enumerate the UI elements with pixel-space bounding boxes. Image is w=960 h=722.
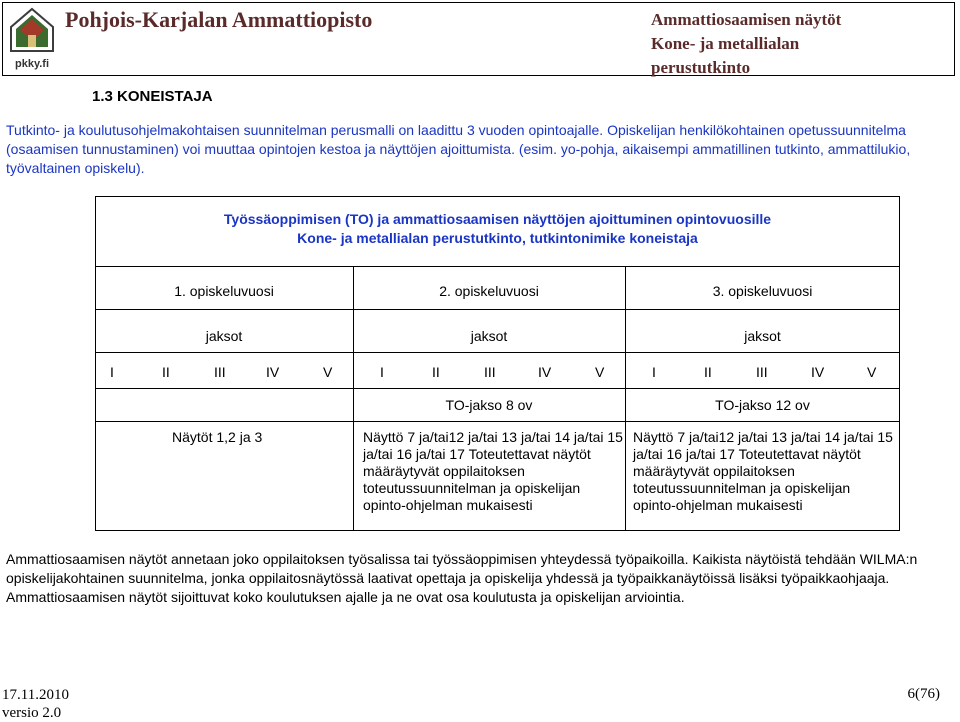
period-label: I — [652, 364, 656, 380]
period-label: IV — [538, 364, 552, 380]
table-rule — [95, 309, 900, 310]
table-rule — [95, 352, 900, 353]
footer-paragraph: Ammattiosaamisen näytöt annetaan joko oppilaitoksen työsalissa tai työssäoppimisen yhteydessä työpaikoilla. Kaikista näytöistä tehdään WILMA:n opiskelijakohtainen suunnitelma, jonka oppilaitosnäytössä laativat opettaja ja opiskelija yhdessä ja työpaikkanäytöissä lisäksi työpaikkaohjaaja. Ammattiosaamisen näytöt sijoittuvat koko koulutuksen ajalle ja ne ovat osa koulutusta ja opiskelijan arviointia. — [6, 551, 918, 605]
period-label: III — [214, 364, 226, 380]
jaksot-label: jaksot — [205, 328, 243, 344]
table-rule — [95, 388, 900, 389]
org-name: Pohjois-Karjalan Ammattiopisto — [65, 7, 373, 32]
period-label: V — [867, 364, 877, 380]
schedule-table — [95, 196, 900, 531]
period-label: I — [110, 364, 114, 380]
naytot-year3: Näyttö 7 ja/tai12 ja/tai 13 ja/tai 14 ja/tai 15 ja/tai 16 ja/tai 17 Toteutettavat näytöt määräytyvät oppilaitoksen toteutussuunnitelman ja opiskelijan opinto-ohjelman mukaisesti — [633, 429, 893, 513]
doc-title — [651, 8, 951, 80]
period-label: II — [162, 364, 170, 380]
jaksot-label: jaksot — [744, 328, 781, 344]
table-rule — [95, 266, 900, 267]
period-label: IV — [811, 364, 825, 380]
to-period-year3: TO-jakso 12 ov — [715, 397, 810, 413]
period-label: IV — [266, 364, 280, 380]
pkky-logo — [9, 7, 55, 73]
footer-date: 17.11.2010 — [2, 687, 69, 703]
year-header-3: 3. opiskeluvuosi — [712, 283, 813, 299]
jaksot-label: jaksot — [470, 328, 508, 344]
period-label: III — [484, 364, 496, 380]
doc-title-line: Kone- ja metallialan — [651, 34, 800, 53]
table-title — [95, 210, 900, 248]
period-label: II — [432, 364, 440, 380]
table-rule — [95, 421, 900, 422]
page-header — [2, 2, 955, 76]
year-header-1: 1. opiskeluvuosi — [174, 283, 274, 299]
year-header-2: 2. opiskeluvuosi — [439, 283, 539, 299]
naytot-year1: Näytöt 1,2 ja 3 — [172, 429, 263, 445]
table-title-line: Työssäoppimisen (TO) ja ammattiosaamisen näyttöjen ajoittuminen opintovuosille — [223, 211, 772, 227]
period-label: V — [323, 364, 333, 380]
doc-title-line: Ammattiosaamisen näytöt — [651, 10, 842, 29]
period-label: I — [380, 364, 384, 380]
to-period-year2: TO-jakso 8 ov — [445, 397, 533, 413]
doc-title-line: perustutkinto — [651, 58, 751, 77]
section-title: 1.3 KONEISTAJA — [92, 88, 213, 105]
page-number: 6(76) — [907, 686, 940, 702]
table-title-line: Kone- ja metallialan perustutkinto, tutkintonimike koneistaja — [297, 230, 698, 246]
intro-paragraph: Tutkinto- ja koulutusohjelmakohtaisen suunnitelman perusmalli on laadittu 3 vuoden opintoajalle. Opiskelijan henkilökohtainen opetussuunnitelma (osaamisen tunnustaminen) voi muuttaa opintojen kestoa ja näyttöjen ajoittumista. (esim. yo-pohja, aikaisempi ammatillinen tutkinto, ammattilukio, työvaltainen opiskelu). — [6, 122, 911, 176]
period-label: III — [756, 364, 768, 380]
period-label: II — [704, 364, 712, 380]
period-label: V — [595, 364, 605, 380]
footer-version: versio 2.0 — [2, 705, 62, 721]
footer-date-block — [2, 686, 69, 722]
naytot-year2: Näyttö 7 ja/tai12 ja/tai 13 ja/tai 14 ja/tai 15 ja/tai 16 ja/tai 17 Toteutettavat näytöt määräytyvät oppilaitoksen toteutussuunnitelman ja opiskelijan opinto-ohjelman mukaisesti — [363, 429, 623, 513]
svg-text:pkky.fi: pkky.fi — [14, 58, 50, 70]
